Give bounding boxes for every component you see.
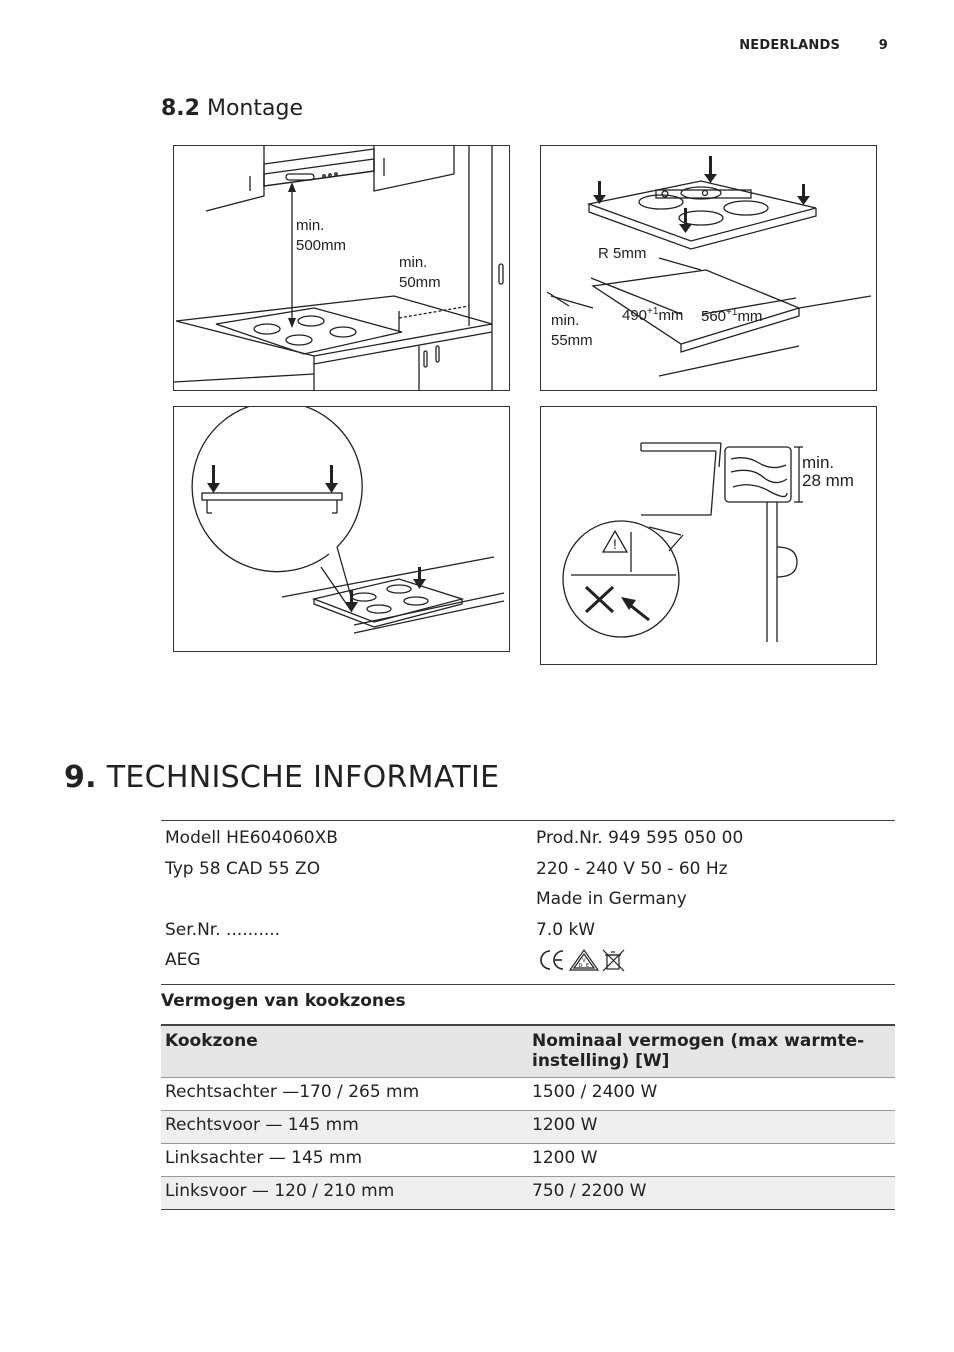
- label-min-28-line1: min.: [802, 453, 835, 472]
- label-width: [701, 303, 762, 327]
- info-right: 220 - 240 V 50 - 60 Hz: [536, 858, 728, 879]
- table-row: [161, 1177, 895, 1210]
- figure-worktop: [540, 406, 877, 665]
- section-number: 8.2: [161, 96, 200, 121]
- chapter-number: 9.: [64, 760, 97, 795]
- section-title-text: Montage: [206, 96, 303, 121]
- info-row: [161, 915, 895, 946]
- column-header-zone: Kookzone: [161, 1025, 528, 1078]
- ce-mark-icon: [541, 951, 563, 969]
- label-margin-line2: 55mm: [551, 332, 593, 349]
- worktop-drawing: [541, 407, 876, 664]
- cell-power: 750 / 2200 W: [528, 1177, 895, 1210]
- info-left: Modell HE604060XB: [165, 828, 338, 849]
- power-table: [161, 1024, 895, 1210]
- info-left: Typ 58 CAD 55 ZO: [165, 858, 321, 879]
- width-unit: mm: [737, 308, 763, 325]
- width-tolerance: +1: [726, 307, 738, 318]
- info-row: [161, 945, 895, 976]
- figure-placement: [173, 406, 510, 652]
- svg-text:!: !: [613, 536, 617, 552]
- table-row: [161, 1144, 895, 1177]
- table-row: [161, 1078, 895, 1111]
- info-left: Ser.Nr. ..........: [165, 919, 281, 940]
- power-section-title: Vermogen van kookzones: [161, 991, 406, 1011]
- label-margin-line1: min.: [551, 312, 580, 329]
- page-number: 9: [878, 38, 888, 53]
- label-min-500-line1: min.: [296, 217, 325, 234]
- depth-unit: mm: [658, 307, 684, 324]
- cell-power: 1500 / 2400 W: [528, 1078, 895, 1111]
- label-min-500-line2: 500mm: [296, 237, 347, 254]
- section-title: [161, 96, 303, 121]
- info-row: [161, 884, 895, 915]
- cell-zone: Rechtsvoor — 145 mm: [161, 1111, 528, 1144]
- info-left: AEG: [165, 950, 201, 971]
- info-right: 7.0 kW: [536, 919, 596, 940]
- info-right: Prod.Nr. 949 595 050 00: [536, 828, 744, 849]
- page-header: [739, 38, 888, 53]
- cutout-drawing: [541, 146, 876, 390]
- info-row: [161, 854, 895, 885]
- certification-marks-drawing: [536, 947, 632, 973]
- depth-tolerance: +1: [647, 306, 659, 317]
- placement-drawing: [174, 407, 509, 651]
- cell-zone: Linksachter — 145 mm: [161, 1144, 528, 1177]
- figure-cutout: [540, 145, 877, 391]
- svg-text:D: D: [578, 963, 583, 970]
- certification-marks: [532, 947, 895, 973]
- cell-power: 1200 W: [528, 1144, 895, 1177]
- rating-plate-info: [161, 820, 895, 985]
- weee-bin-icon: [603, 950, 624, 971]
- depth-value: 490: [622, 307, 648, 324]
- info-row: [161, 823, 895, 854]
- table-header-row: [161, 1025, 895, 1078]
- figure-clearance: [173, 145, 510, 391]
- cell-power: 1200 W: [528, 1111, 895, 1144]
- svg-text:V: V: [582, 958, 586, 965]
- chapter-title-text: TECHNISCHE INFORMATIE: [106, 760, 500, 795]
- cell-zone: Linksvoor — 120 / 210 mm: [161, 1177, 528, 1210]
- label-min-50-line1: min.: [399, 254, 428, 271]
- chapter-title: [64, 760, 499, 795]
- label-depth: [622, 302, 683, 326]
- clearance-drawing: [174, 146, 509, 390]
- table-row: [161, 1111, 895, 1144]
- label-radius: R 5mm: [598, 245, 647, 262]
- header-language: NEDERLANDS: [739, 38, 841, 53]
- label-min-50-line2: 50mm: [399, 274, 441, 291]
- width-value: 560: [701, 308, 727, 325]
- svg-text:E: E: [585, 963, 590, 970]
- cell-zone: Rechtsachter —170 / 265 mm: [161, 1078, 528, 1111]
- column-header-power: Nominaal vermogen (max warmte-instelling) [W]: [528, 1025, 895, 1078]
- label-min-28-line2: 28 mm: [802, 471, 854, 490]
- info-right: Made in Germany: [536, 889, 687, 910]
